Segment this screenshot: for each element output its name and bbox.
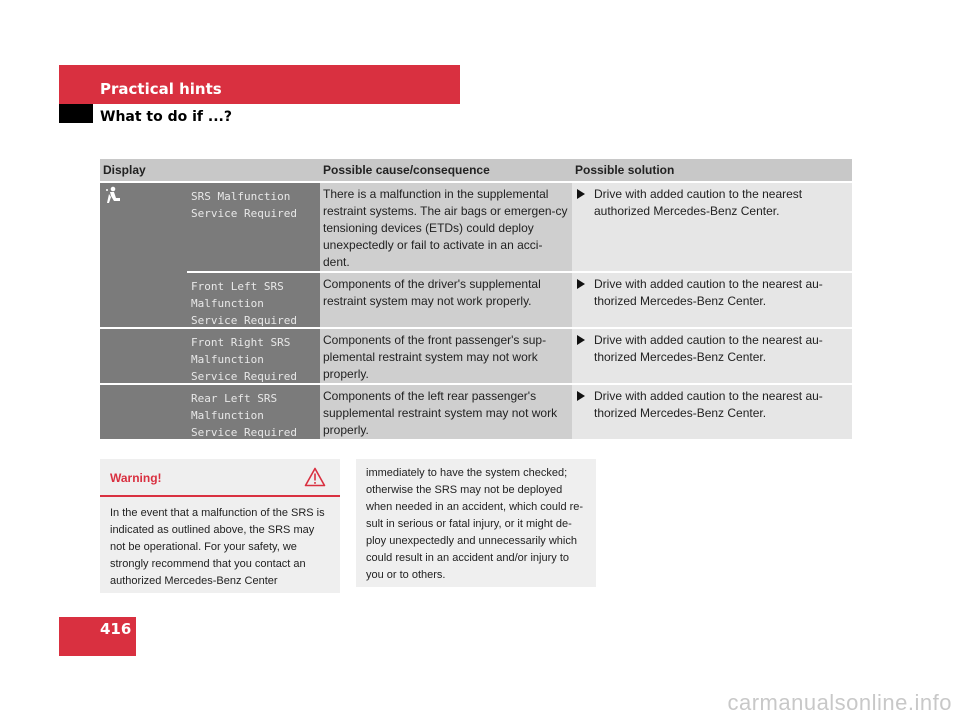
cause-text: There is a malfunction in the supplemental restraint systems. The air bags or emergen-cy tensioning devices (ETDs) could deploy unexpectedly or fail to activate in an acci-dent. xyxy=(320,183,572,271)
col-solution: Possible solution xyxy=(575,163,675,177)
header-marker xyxy=(59,104,93,123)
bullet-arrow-icon xyxy=(577,189,585,199)
display-icon-cell xyxy=(100,183,187,271)
cause-text: Components of the driver's supplemental restraint system may not work properly. xyxy=(320,273,572,327)
display-message: SRS Malfunction Service Required xyxy=(187,183,320,271)
warning-text: In the event that a malfunction of the SRS is indicated as outlined above, the SRS may not be operational. For your safety, we strongly recommend that you contact an authorized Mercedes-Benz Center xyxy=(110,507,325,587)
display-message: Front Right SRS Malfunction Service Required xyxy=(187,329,320,383)
col-display: Display xyxy=(103,163,146,177)
solution-cell xyxy=(572,273,852,327)
bullet-arrow-icon xyxy=(577,391,585,401)
solution-cell xyxy=(572,329,852,383)
display-message: Front Left SRS Malfunction Service Required xyxy=(187,273,320,327)
page-subtitle: What to do if ...? xyxy=(100,109,232,125)
display-icon-cell xyxy=(100,385,187,439)
warning-box xyxy=(100,459,340,593)
display-icon-cell xyxy=(100,329,187,383)
bullet-arrow-icon xyxy=(577,335,585,345)
cause-text: Components of the front passenger's sup-plemental restraint system may not work properly. xyxy=(320,329,572,383)
warning-triangle-icon xyxy=(304,467,326,487)
bullet-arrow-icon xyxy=(577,279,585,289)
table-row xyxy=(100,183,852,271)
warning-text-continued: immediately to have the system checked; otherwise the SRS may not be deployed when needed in an accident, which could re-sult in serious or fatal injury, or it might de-ploy unexpectedly and unnecessarily which could result in an accident and/or injury to you or to others. xyxy=(356,459,596,587)
solution-text: Drive with added caution to the nearest authorized Mercedes-Benz Center. xyxy=(594,187,803,218)
solution-text: Drive with added caution to the nearest au-thorized Mercedes-Benz Center. xyxy=(594,277,823,308)
table-row xyxy=(100,385,852,439)
solution-text: Drive with added caution to the nearest au-thorized Mercedes-Benz Center. xyxy=(594,333,823,364)
section-title: Practical hints xyxy=(100,80,222,98)
table-row xyxy=(100,273,852,327)
solution-text: Drive with added caution to the nearest au-thorized Mercedes-Benz Center. xyxy=(594,389,823,420)
airbag-seat-icon xyxy=(104,186,126,206)
srs-table xyxy=(100,159,852,439)
solution-cell xyxy=(572,385,852,439)
table-row xyxy=(100,329,852,383)
table-header xyxy=(100,159,852,181)
display-message: Rear Left SRS Malfunction Service Required xyxy=(187,385,320,439)
warning-title: Warning! xyxy=(110,471,162,485)
col-cause: Possible cause/consequence xyxy=(323,163,490,177)
warning-header xyxy=(100,459,340,497)
page-number: 416 xyxy=(100,620,132,638)
cause-text: Components of the left rear passenger's supplemental restraint system may not work properly. xyxy=(320,385,572,439)
watermark: carmanualsonline.info xyxy=(727,690,952,715)
display-icon-cell xyxy=(100,271,187,327)
solution-cell xyxy=(572,183,852,271)
